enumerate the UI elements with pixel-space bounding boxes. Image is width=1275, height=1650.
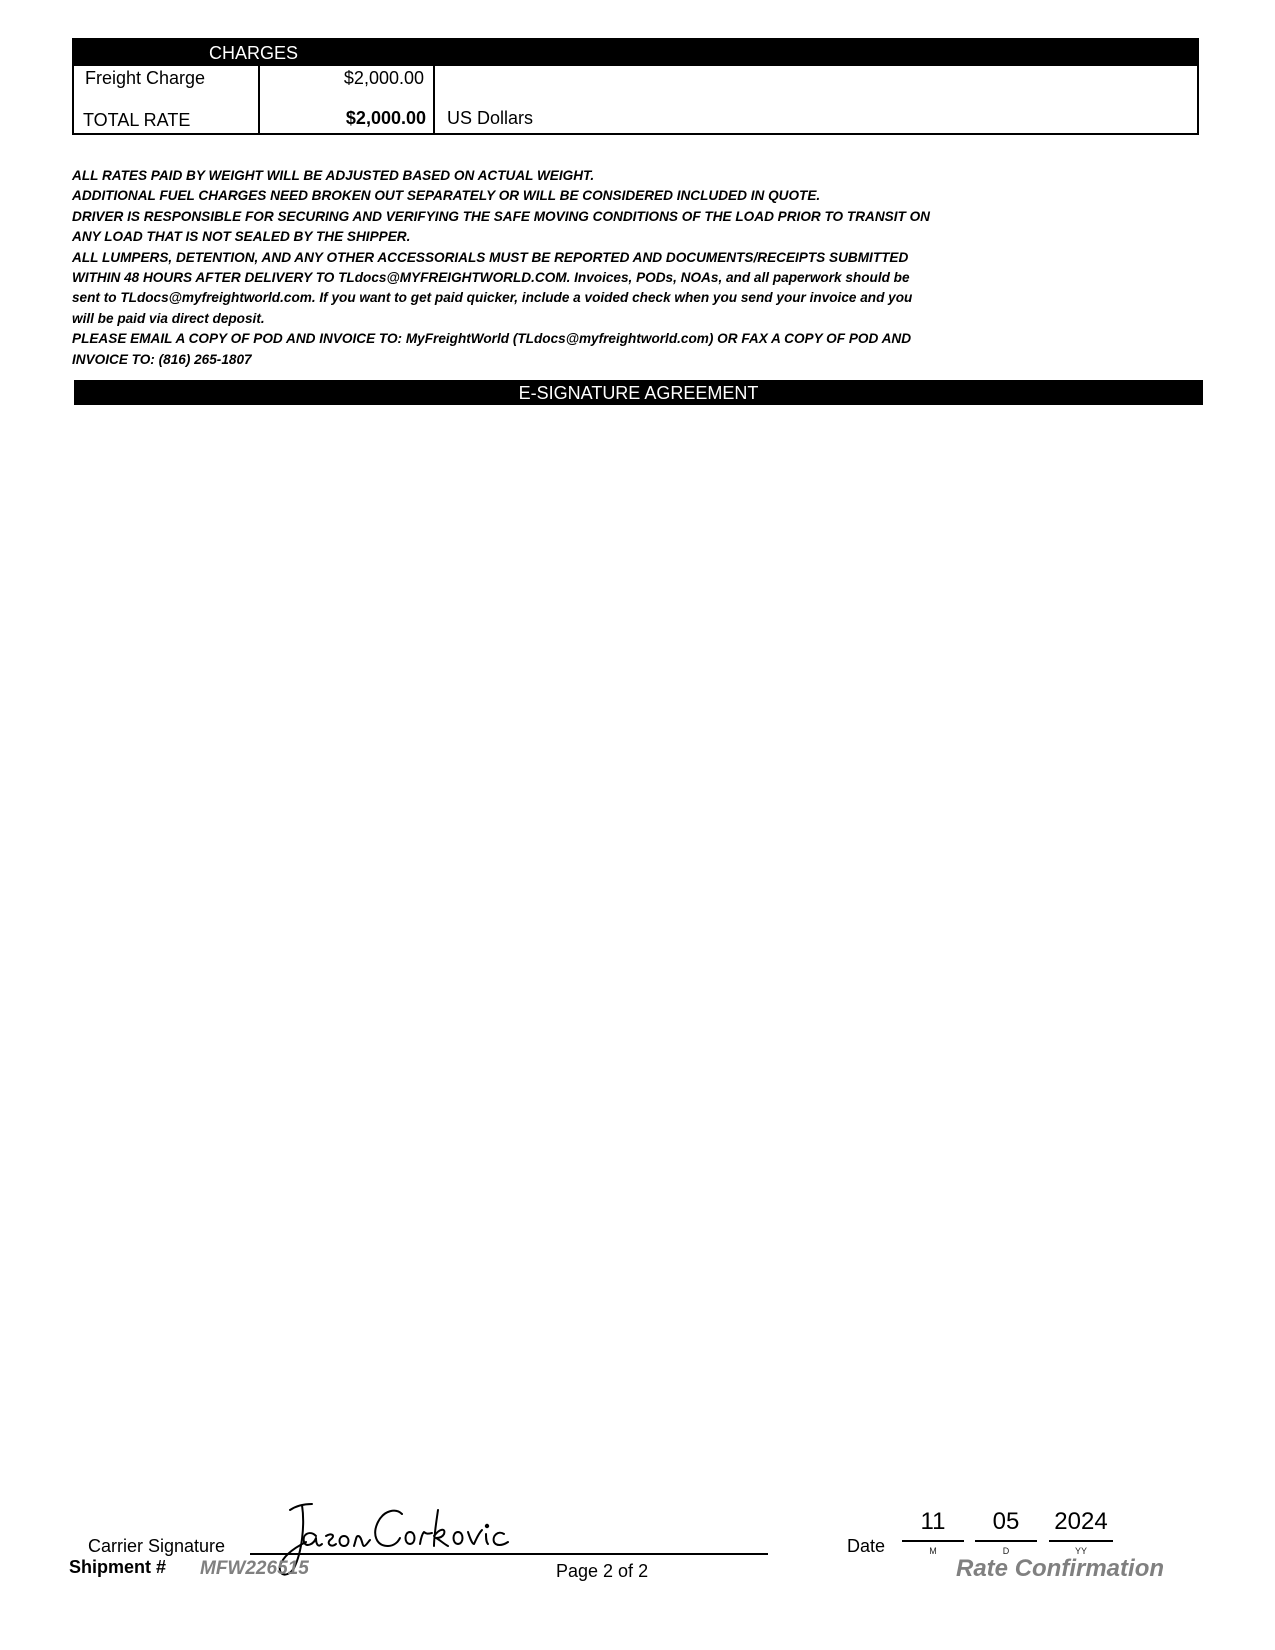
date-day-value: 05: [992, 1508, 1020, 1535]
note-line: DRIVER IS RESPONSIBLE FOR SECURING AND VERIFYING THE SAFE MOVING CONDITIONS OF THE LOAD PRIOR TO TRANSIT ON: [72, 208, 930, 224]
note-line: sent to TLdocs@myfreightworld.com. If you want to get paid quicker, include a voided check when you send your invoice and you: [72, 290, 913, 306]
total-rate-amount: $2,000.00: [345, 108, 426, 128]
date-day-field: [975, 1508, 1037, 1556]
currency-label: US Dollars: [447, 108, 534, 128]
esignature-header: E-SIGNATURE AGREEMENT: [74, 380, 1203, 405]
date-month-value: 11: [920, 1508, 946, 1535]
date-month-line: [902, 1540, 964, 1542]
page-number: Page 2 of 2: [556, 1561, 649, 1581]
date-month-caption: M: [929, 1546, 937, 1556]
note-line: WITHIN 48 HOURS AFTER DELIVERY TO TLdocs@MYFREIGHTWORLD.COM. Invoices, PODs, NOAs, and all paperwork should be: [72, 270, 910, 286]
date-day-line: [975, 1540, 1037, 1542]
column-divider: [433, 66, 435, 133]
shipment-number: MFW226515: [200, 1558, 309, 1579]
carrier-signature-image: [272, 1500, 542, 1580]
document-title: Rate Confirmation: [956, 1555, 1165, 1582]
note-line: will be paid via direct deposit.: [72, 310, 265, 326]
total-rate-label: TOTAL RATE: [83, 110, 191, 130]
note-line: ADDITIONAL FUEL CHARGES NEED BROKEN OUT SEPARATELY OR WILL BE CONSIDERED INCLUDED IN QUOTE.: [72, 188, 821, 204]
date-label: Date: [847, 1536, 886, 1556]
freight-charge-amount: $2,000.00: [343, 68, 424, 88]
terms-notes: [72, 166, 1012, 370]
date-year-value: 2024: [1054, 1508, 1108, 1535]
signature-line: [250, 1553, 768, 1555]
date-year-caption: YY: [1074, 1546, 1087, 1556]
charges-table: [72, 38, 1199, 135]
date-year-field: [1049, 1508, 1113, 1556]
note-line: ALL RATES PAID BY WEIGHT WILL BE ADJUSTED BASED ON ACTUAL WEIGHT.: [72, 168, 595, 183]
note-line: ALL LUMPERS, DETENTION, AND ANY OTHER ACCESSORIALS MUST BE REPORTED AND DOCUMENTS/RECEIPTS SUBMITTED: [72, 249, 909, 265]
column-divider: [258, 66, 260, 133]
date-day-caption: D: [1002, 1546, 1010, 1556]
note-line: INVOICE TO: (816) 265-1807: [72, 351, 252, 367]
date-year-line: [1049, 1540, 1113, 1542]
shipment-label: Shipment #: [69, 1557, 167, 1577]
carrier-signature-label: Carrier Signature: [88, 1536, 226, 1556]
note-line: PLEASE EMAIL A COPY OF POD AND INVOICE TO: MyFreightWorld (TLdocs@myfreightworld.com) OR FAX A COPY OF POD AND: [72, 331, 912, 347]
charges-header: [74, 40, 1197, 66]
charges-header-label: CHARGES: [209, 43, 299, 63]
note-line: ANY LOAD THAT IS NOT SEALED BY THE SHIPPER.: [72, 229, 411, 245]
freight-charge-label: Freight Charge: [85, 68, 206, 88]
date-month-field: [902, 1508, 964, 1556]
